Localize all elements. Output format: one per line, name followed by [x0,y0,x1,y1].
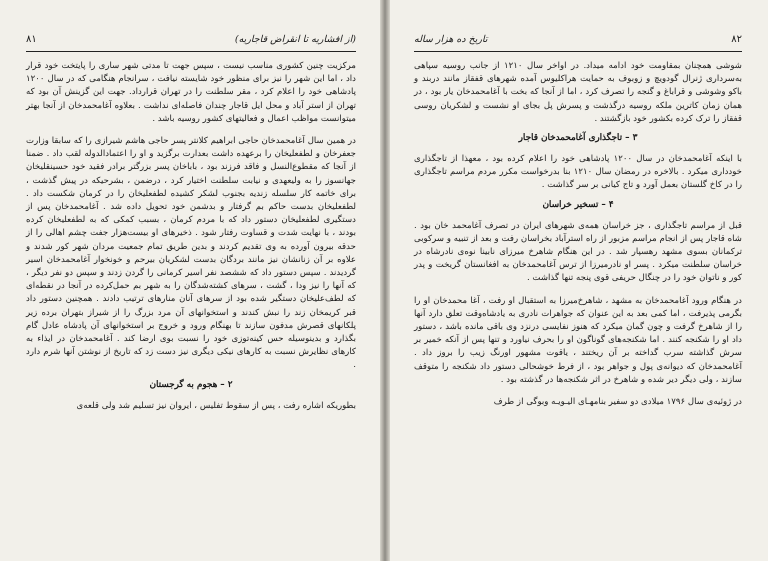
right-page [390,0,768,561]
right-running-head [414,34,742,52]
right-running-title: تاریخ ده هزار ساله [414,34,488,45]
book-gutter [380,0,390,561]
left-page-number: ۸۱ [26,34,37,45]
left-paragraph-3: بطوریکه اشاره رفت ، پس از سقوط تفلیس ، ایروان نیز تسلیم شد ولی قلعه‌ی [76,400,356,411]
right-paragraph-khorasan-3: در ژوئیه‌ی سال ۱۷۹۶ میلادی دو سفیر بنامهـای الیـویـه وبوگی از طرف [493,397,742,408]
right-page-body [414,34,742,409]
right-paragraph-khorasan-2: در هنگام ورود آغامحمدخان به مشهد ، شاهرخ‌میرزا به استقبال او رفت ، آغا محمدخان او را بگرمی پذیرفت ، اما کمی بعد به این عنوان که جواهرات نادری به یادشاه‌وقت تعلق دارد آنها را از شاهرخ گرفت و چون گمان میکرد که هنوز نفایسی درنزد وی باقی مانده باشد ، دستور داد او را شکنجه کنند . اما شکنجه‌های گوناگون او را بحرف نیاورد و تنها پس از آنکه خمیر بر سرش گذاشته سرب گداخته بر آن ریختند ، یاقوت مشهور اورنگ زیب را بروز داد . آغامحمدخان که دیوانه‌ی پول و جواهر بود ، از فرط خوشحالی دستور داد شکنجه را متوقف سازند ، ولی دیگر دیر شده و شاهرخ در اثر شکنجه‌ها در گذشته بود . [414,295,742,385]
right-page-number: ۸۲ [731,34,742,45]
left-paragraph-2: در همین سال آغامحمدخان حاجی ابراهیم کلانتر پسر حاجی هاشم شیرازی را که سابقا وزارت جعفرخان و لطفعلیخان را برعهده داشت بعدارت برگزید و او را اعتمادالدوله لقب داد . ضمنا از آنجا که مقطوع‌النسل و فاقد فرزند بود ، باباخان پسر بزرگتر برادر فقید خود حسینقلیخان جهانسوز را به ولیعهدی و نیابت سلطنت اختیار کرد ، درضمن ، بشرحیکه در پیش گذشت ، برای خاتمه کار سلسله زندیه بجنوب لشکر کشیده لطفعلیخان را در کرمان شکست داد . لطفعلیخان بدست حاکم بم گرفتار و بدشمن خود تحویل داده شد . آغامحمدخان پس از دستگیری لطفعلیخان دستور داد که با مردم کرمان ، بسبب کمکی که به لطفعلیخان کرده بودند ، با نهایت شدت و قساوت رفتار شود . ذخیرهای او بیست‌هزار جفت چشم اهالی را از حدقه بیرون آورده به وی تقدیم کردند و بدین طریق تمام جمعیت مردان شهر کور شدند و علاوه بر آن زنانشان نیز مانند بردگان بدست لشکریان بیرحم و خونخوار آغامحمدخان اسیر گردیدند . سپس دستور داد که ششصد نفر اسیر کرمانی را گردن زدند و سپس دو نفر دیگر ، که آنها را نیز ودا ، گشت ، سرهای کشته‌شدگان را به شهر بم حمل‌کرده در آنجا در نقطه‌ای که لطف‌علیخان دستگیر شده بود از سرهای آنان منارهای ترتیب دادند . همچنین دستور داد قبر کریمخان زند را نبش کندند و استخوانهای آن مرد بزرگ را از شیراز بتهران برده زیر پلکانهای قصرش مدفون سازند تا بهنگام ورود و خروج بر استخوانهای آن پادشاه عادل گام بگذارد و بدینوسیله حس کینه‌توزی خود را نسبت بوی ارضا کند . آغامحمدخان در ایذاء به کارهای نظایرش نسبت به کارهای نیکی دیگری نیز دست زد که تاریخ از نوشتن آنها شرم دارد . [26,136,356,371]
right-intro-paragraph: شوشی همچنان بمقاومت خود ادامه میداد. در اواخر سال ۱۲۱۰ از جانب روسیه سپاهی به‌سرداری ژنرال گودویچ و زوبوف به حمایت هراکلیوس آمده شهرهای قفقاز مانند دربند و باکو وشوشی و قراباغ و گنجه را تصرف کرد ، اما از آنجا که بخت با آغامحمدخان یار بود ، در همان زمان کاترین ملکه روسیه درگذشت و پسرش پل بجای او نشست و لشکریان روسی قفقاز را ترک کرده بکشور خود بازگشتند . [414,61,742,124]
left-paragraph-1: مرکزیت چنین کشوری مناسب نیست ، سپس جهت تا مدتی شهر ساری را پایتخت خود قرار داد ، اما این شهر را نیز برای منظور خود شایسته نیافت ، سرانجام هنگامی که در سال ۱۲۰۰ پادشاهی خود را اعلام کرد ، مقر سلطنت را در تهران قرارداد. جهت این گزینش آن بود که تهران از استر آباد و محل ایل قاجار چندان فاصله‌ای نداشت . بعلاوه آغامحمدخان از آنجا بهتر میتوانست مواظب اعمال و فعالیتهای کشور روسیه باشد . [26,61,356,124]
right-paragraph-coronation: با اینکه آغامحمدخان در سال ۱۲۰۰ پادشاهی خود را اعلام کرده بود ، معهذا از تاجگذاری خودداری میکرد . بالاخره در رمضان سال ۱۲۱۰ بنا بدرخواست مکرر مردم مراسم تاجگذاری را در کاخ گلستان بعمل آورد و تاج کیانی بر سر گذاشت . [414,154,742,191]
left-section-heading: ۲ – هجوم به گرجستان [149,379,233,390]
left-running-head [26,34,356,52]
right-heading-khorasan: ۴ – تسخیر خراسان [542,199,614,210]
left-page [0,0,380,561]
right-paragraph-khorasan-1: قبل از مراسم تاجگذاری ، جز خراسان همه‌ی شهرهای ایران در تصرف آغامحمد خان بود . شاه قاجار پس از انجام مراسم مزبور از راه استرآباد بخراسان رفت و بعد از تنبیه و سرکوبی ترکمانان بسوی مشهد رهسپار شد . در این هنگام شاهرخ میرزای نابینا نوه‌ی نادرشاه در خراسان سلطنت میکرد . پسر او نادرمیرزا از ترس آغامحمدخان به افغانستان گریخت و پدر کور و ناتوان خود را در چنگال حریفی قوی پنجه تنها گذاشت . [414,220,742,284]
right-heading-coronation: ۳ – تاجگذاری آغامحمدخان قاجار [518,133,638,144]
left-running-title: (از افشاریه تا انقراض قاجاریه) [234,34,356,45]
left-page-body [26,34,356,413]
